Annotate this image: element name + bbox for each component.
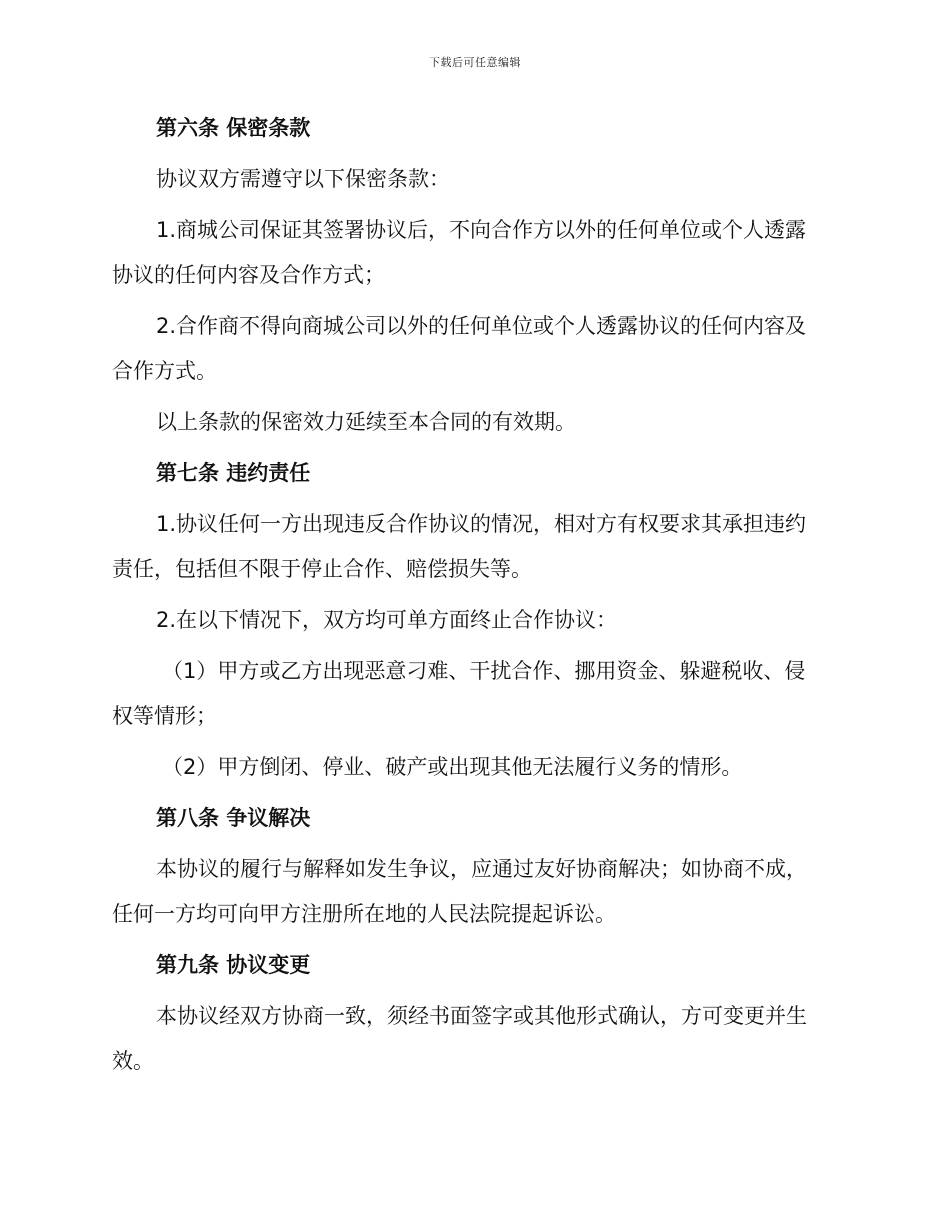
header-note: 下载后可任意编辑 — [429, 56, 521, 69]
section-6-item-1-cont: 协议的任何内容及合作方式； — [112, 263, 385, 287]
section-8-heading: 第八条 争议解决 — [156, 806, 311, 830]
section-8-line-2: 任何一方均可向甲方注册所在地的人民法院提起诉讼。 — [112, 902, 616, 926]
section-6-closing: 以上条款的保密效力延续至本合同的有效期。 — [156, 410, 576, 434]
section-7-item-1: 1.协议任何一方出现违反合作协议的情况，相对方有权要求其承担违约 — [156, 512, 807, 536]
section-9-heading: 第九条 协议变更 — [156, 953, 311, 977]
section-7-heading: 第七条 违约责任 — [156, 461, 311, 485]
section-6-item-2: 2.合作商不得向商城公司以外的任何单位或个人透露协议的任何内容及 — [156, 314, 807, 338]
document-body — [112, 112, 832, 1078]
section-8-line-1: 本协议的履行与解释如发生争议，应通过友好协商解决；如协商不成， — [156, 857, 807, 881]
section-7-item-2: 2.在以下情况下，双方均可单方面终止合作协议： — [156, 608, 618, 632]
section-6-heading: 第六条 保密条款 — [156, 116, 311, 140]
section-9-line-1: 本协议经双方协商一致，须经书面签字或其他形式确认，方可变更并生 — [156, 1004, 807, 1028]
section-7-sub-2: （2）甲方倒闭、停业、破产或出现其他无法履行义务的情形。 — [162, 755, 743, 779]
section-7-item-1-cont: 责任，包括但不限于停止合作、赔偿损失等。 — [112, 557, 532, 581]
section-9-line-2: 效。 — [112, 1049, 154, 1073]
section-6-intro: 协议双方需遵守以下保密条款： — [156, 167, 450, 191]
section-6-item-1: 1.商城公司保证其签署协议后，不向合作方以外的任何单位或个人透露 — [156, 218, 807, 242]
section-6-item-2-cont: 合作方式。 — [112, 359, 217, 383]
section-7-sub-1-cont: 权等情形； — [112, 704, 217, 728]
section-7-sub-1: （1）甲方或乙方出现恶意刁难、干扰合作、挪用资金、躲避税收、侵 — [162, 659, 806, 683]
